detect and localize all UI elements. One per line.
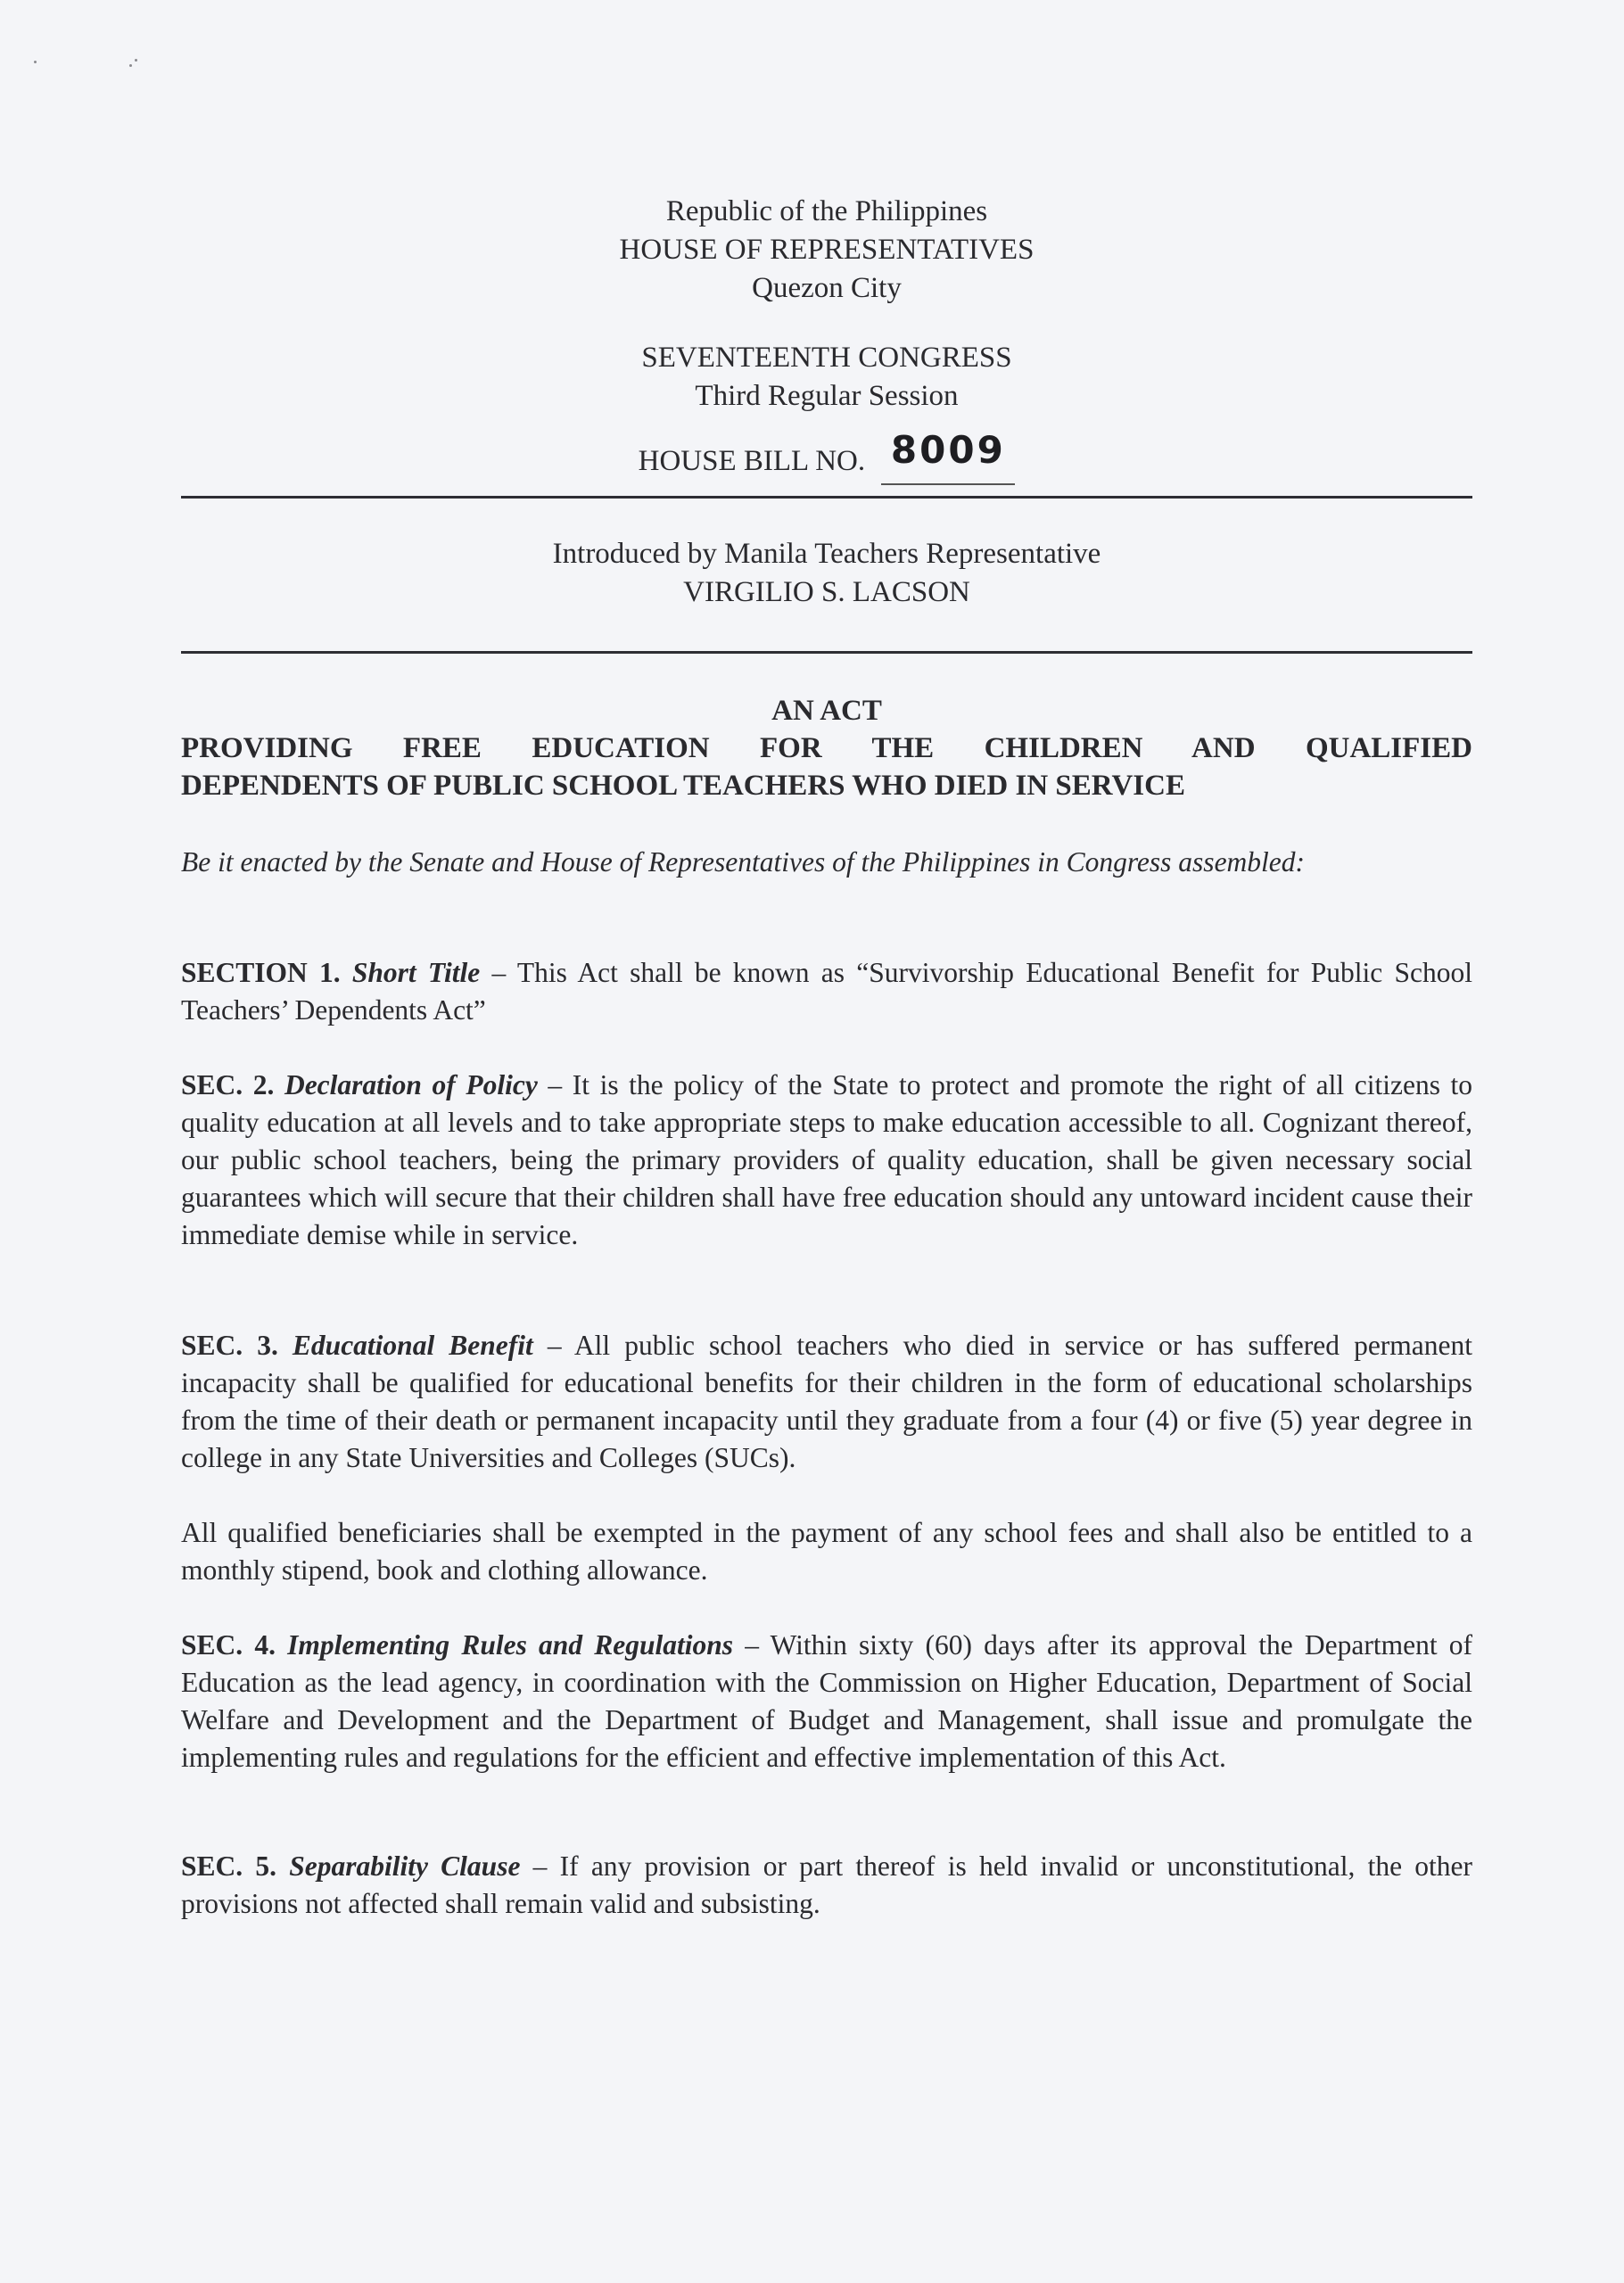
section-1: [181, 954, 1472, 1029]
republic-line: Republic of the Philippines: [665, 195, 988, 227]
section-3: [181, 1327, 1472, 1477]
section-5: [181, 1848, 1472, 1923]
scan-specks: [34, 55, 159, 82]
bill-label: HOUSE BILL NO.: [638, 445, 866, 477]
section-text: If any provision or part thereof is held invalid or unconstitutional, the other provisions not affected shall remain valid and subsisting.: [181, 1850, 1473, 1919]
city-line: Quezon City: [752, 272, 902, 304]
section-title: Declaration of Policy: [284, 1069, 538, 1100]
scan-speck: [135, 59, 137, 62]
section-label: SECTION 1.: [181, 957, 341, 988]
section-label: SEC. 5.: [181, 1850, 276, 1882]
section-label: SEC. 2.: [181, 1069, 275, 1100]
dash: –: [491, 957, 507, 988]
section-3-paragraph-2: All qualified beneficiaries shall be exempted in the payment of any school fees and shall also be entitled to a monthly stipend, book and clothing allowance.: [181, 1517, 1472, 1586]
section-title: Separability Clause: [289, 1850, 521, 1882]
section-title: Implementing Rules and Regulations: [287, 1629, 734, 1661]
scan-speck: [129, 64, 132, 67]
dash: –: [548, 1069, 563, 1100]
dash: –: [532, 1850, 548, 1882]
dash: –: [547, 1330, 562, 1361]
section-text: Within sixty (60) days after its approval the Department of Education as the lead agency, in coordination with the Commission on Higher Education, Department of Social Welfare and Development and the Department of Budget and Management, shall issue and promulgate the implementing rules and regulations for the efficient and effective implementation of this Act.: [181, 1629, 1473, 1773]
bill-number-line: [181, 428, 1472, 485]
congress-block: [181, 339, 1472, 416]
divider-rule: [181, 496, 1472, 499]
introduced-line: Introduced by Manila Teachers Representative: [552, 538, 1101, 570]
dash: –: [745, 1629, 759, 1661]
bill-number-blank: [881, 428, 1015, 485]
section-label: SEC. 3.: [181, 1330, 278, 1361]
house-line: HOUSE OF REPRESENTATIVES: [619, 234, 1035, 266]
letterhead: [181, 193, 1472, 308]
act-title-line: PROVIDING FREE EDUCATION FOR THE CHILDREN AND QUALIFIED: [181, 732, 1472, 764]
section-label: SEC. 4.: [181, 1629, 276, 1661]
scan-speck: [34, 61, 37, 63]
author-name: VIRGILIO S. LACSON: [683, 576, 970, 608]
act-title-block: [181, 692, 1472, 804]
section-text: It is the policy of the State to protect and promote the right of all citizens to quality education at all levels and to take appropriate steps to make education accessible to all. Cognizant thereof, our public school teachers, being the primary providers of quality education, shall be given necessary social guarantees which will secure that their children shall have free education should any untoward incident cause their immediate demise while in service.: [181, 1069, 1473, 1250]
divider-rule: [181, 651, 1472, 654]
section-title: Educational Benefit: [292, 1330, 533, 1361]
congress-session: Third Regular Session: [695, 380, 959, 412]
introduced-by: [181, 535, 1472, 612]
congress-name: SEVENTEENTH CONGRESS: [641, 342, 1012, 374]
section-2: [181, 1067, 1472, 1254]
section-title: Short Title: [351, 957, 481, 988]
enacting-clause: Be it enacted by the Senate and House of Representatives of the Philippines in Congress assembled:: [181, 846, 1306, 878]
section-text: This Act shall be known as “Survivorship Educational Benefit for Public School Teachers’ Dependents Act”: [181, 957, 1473, 1026]
section-text: All public school teachers who died in service or has suffered permanent incapacity shall be qualified for educational benefits for their children in the form of educational scholarships from the time of their death or permanent incapacity until they graduate from a four (4) or five (5) year degree in college in any State Universities and Colleges (SUCs).: [181, 1330, 1473, 1473]
bill-number-stamp: 8009: [890, 428, 1006, 472]
act-title-line: DEPENDENTS OF PUBLIC SCHOOL TEACHERS WHO DIED IN SERVICE: [181, 770, 1185, 802]
section-4: [181, 1627, 1472, 1776]
act-heading: AN ACT: [771, 695, 882, 727]
